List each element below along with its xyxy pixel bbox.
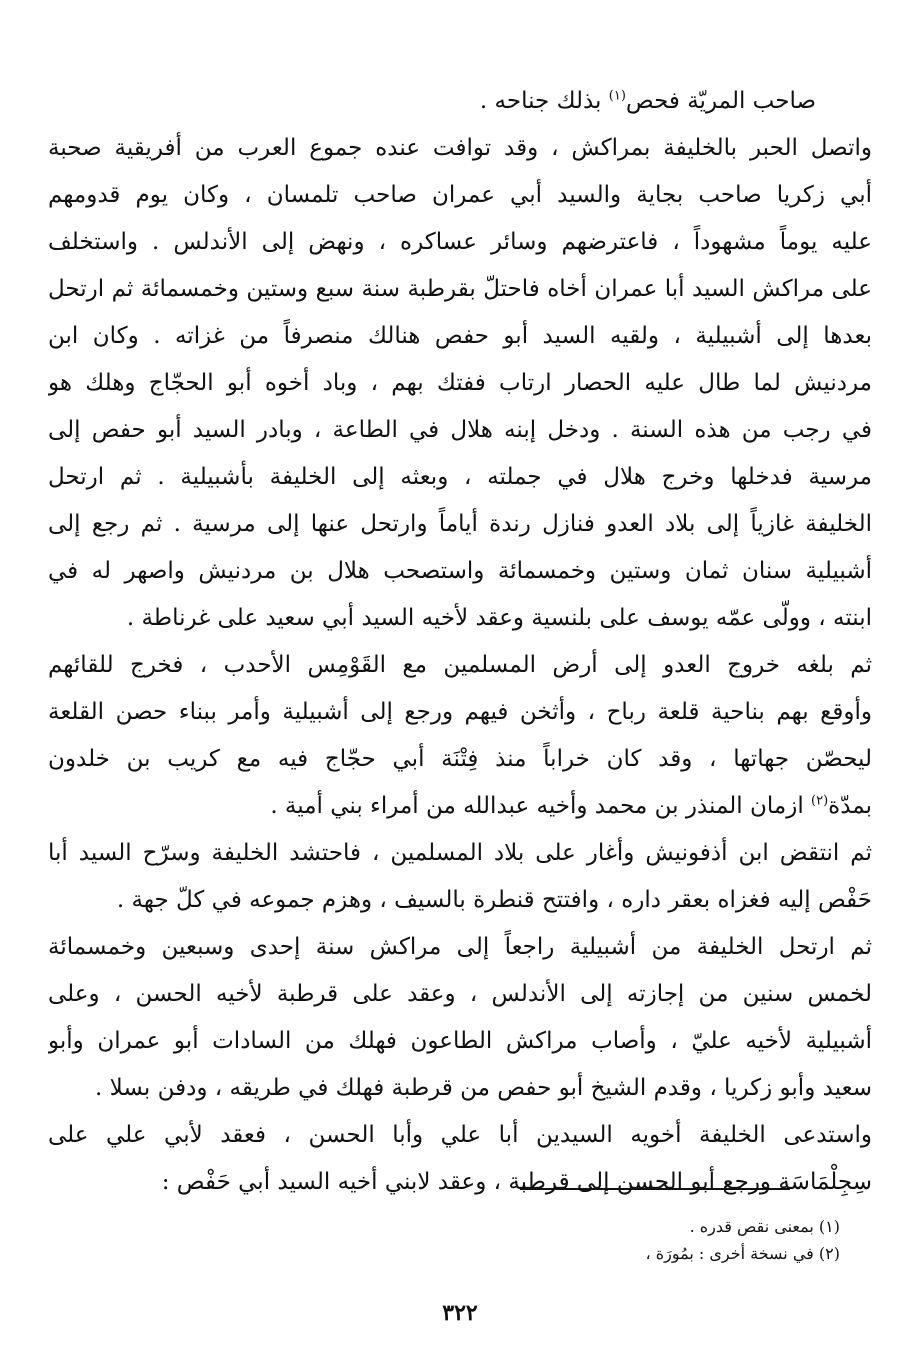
main-text-block bbox=[48, 78, 872, 1206]
text-line-9: مرسية فدخلها وخرج هلال في جملته ، وبعثه إلى الخليفة بأشبيلية . ثم ارتحل bbox=[48, 464, 872, 490]
text-line-24: سِجِلْمَاسَة ورجع أبو الحسن إلى قرطبة ، وعقد لابني أخيه السيد أبي حَفْص : bbox=[161, 1169, 872, 1195]
footnote-1: (١) بمعنى نقص قدره . bbox=[689, 1217, 840, 1236]
text-line-8: في رجب من هذه السنة . ودخل إبنه هلال في الطاعة ، وبادر السيد أبو حفص إلى bbox=[48, 417, 872, 443]
text-line-3: أبي زكريا صاحب بجاية والسيد أبي عمران صاحب تلمسان ، وكان يوم قدومهم bbox=[48, 182, 872, 208]
text-line-4: عليه يوماً مشهوداً ، فاعترضهم وسائر عساكره ، ونهض إلى الأندلس . واستخلف bbox=[48, 229, 872, 255]
text-line-20: لخمس سنين من إجازته إلى الأندلس ، وعقد على قرطبة لأخيه الحسن ، وعلى bbox=[48, 981, 872, 1007]
text-line-21: أشبيلية لأخيه عليّ ، وأصاب مراكش الطاعون فهلك من السادات أبو عمران وأبو bbox=[48, 1028, 872, 1054]
text-line-19: ثم ارتحل الخليفة من أشبيلية راجعاً إلى مراكش سنة إحدى وسبعين وخمسمائة bbox=[48, 934, 872, 960]
footnote-marker-2[interactable]: (٢) bbox=[811, 793, 829, 809]
text-line-11: أشبيلية سنان ثمان وستين وخمسمائة واستصحب هلال بن مردنيش واصهر له في bbox=[48, 558, 872, 584]
text-line-22: سعيد وأبو زكريا ، وقدم الشيخ أبو حفص من قرطبة فهلك في طريقه ، ودفن بسلا . bbox=[95, 1075, 872, 1101]
footnote-2: (٢) في نسخة أخرى : بمُورَة ، bbox=[645, 1244, 840, 1263]
footnote-marker-1[interactable]: (١) bbox=[608, 88, 626, 104]
text-line-13: ثم بلغه خروج العدو إلى أرض المسلمين مع القَوْمِس الأحدب ، فخرج للقائهم bbox=[48, 652, 872, 678]
text-line-16 bbox=[48, 783, 872, 830]
text-line-12: ابنته ، وولّى عمّه يوسف على بلنسية وعقد لأخيه السيد أبي سعيد على غرناطة . bbox=[126, 605, 872, 631]
text-line-1 bbox=[48, 78, 872, 125]
text-line-1-head: صاحب المريّة فحص bbox=[625, 88, 816, 114]
page-number: ٣٢٢ bbox=[442, 1300, 478, 1326]
text-line-17: ثم انتقض ابن أذفونيش وأغار على بلاد المسلمين ، فاحتشد الخليفة وسرّح السيد أبا bbox=[48, 840, 872, 866]
footnote-divider bbox=[520, 1188, 790, 1190]
text-line-23: واستدعى الخليفة أخويه السيدين أبا علي وأبا الحسن ، فعقد لأبي علي على bbox=[48, 1122, 872, 1148]
text-line-10: الخليفة غازياً إلى بلاد العدو فنازل رندة أياماً وارتحل عنها إلى مرسية . ثم رجع إلى bbox=[48, 511, 872, 537]
text-line-6: بعدها إلى أشبيلية ، ولقيه السيد أبو حفص هنالك منصرفاً من غزاته . وكان ابن bbox=[48, 323, 872, 349]
text-line-18: حَفْص إليه فغزاه بعقر داره ، وافتتح قنطرة بالسيف ، وهزم جموعه في كلّ جهة . bbox=[116, 887, 872, 913]
text-line-2: واتصل الحبر بالخليفة بمراكش ، وقد توافت عنده جموع العرب من أفريقية صحبة bbox=[48, 135, 872, 161]
text-line-14: وأوقع بهم بناحية قلعة رباح ، وأثخن فيهم ورجع إلى أشبيلية وأمر ببناء حصن القلعة bbox=[48, 699, 872, 725]
text-line-7: مردنيش لما طال عليه الحصار ارتاب ففتك بهم ، وباد أخوه أبو الحجّاج وهلك هو bbox=[48, 370, 872, 396]
text-line-15: ليحصّن جهاتها ، وقد كان خراباً منذ فِتْنَة أبي حجّاج فيه مع كريب بن خلدون bbox=[48, 746, 872, 772]
text-line-5: على مراكش السيد أبا عمران أخاه فاحتلّ بقرطبة سنة سبع وستين وخمسمائة ثم ارتحل bbox=[48, 276, 872, 302]
text-line-16-head: بمدّة bbox=[828, 793, 872, 819]
footnotes-section bbox=[460, 1213, 840, 1267]
text-line-16-tail: ازمان المنذر بن محمد وأخيه عبدالله من أمراء بني أمية . bbox=[270, 793, 804, 819]
text-line-1-tail: بذلك جناحه . bbox=[479, 88, 602, 114]
